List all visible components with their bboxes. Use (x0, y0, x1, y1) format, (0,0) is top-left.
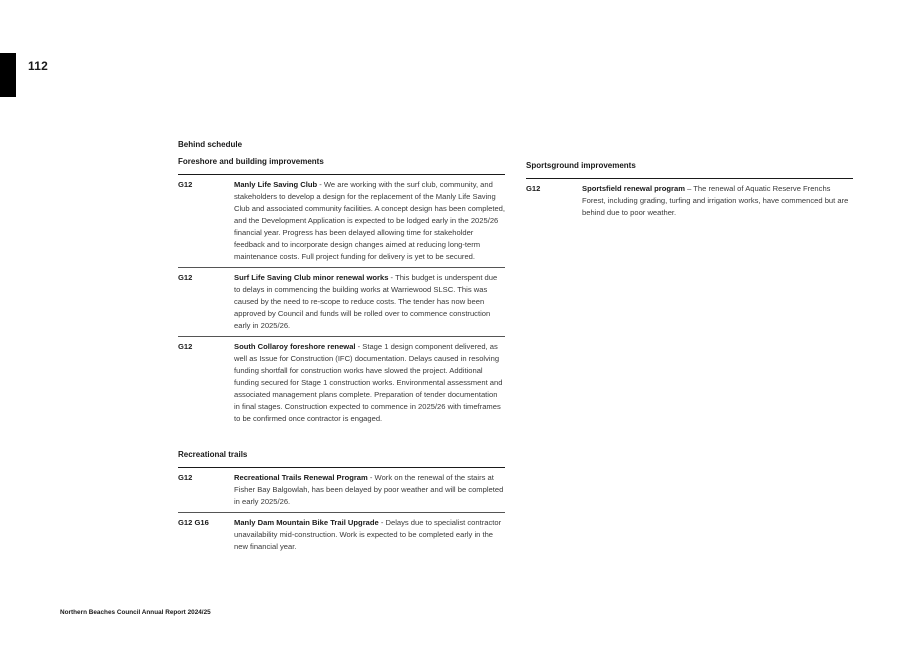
table-row (178, 175, 505, 268)
item-text: The renewal of Aquatic Reserve Frenchs Forest, including grading, turfing and irrigation works, have commenced but are behind due to poor weather. (582, 184, 849, 217)
item-title: South Collaroy foreshore renewal (234, 342, 356, 351)
item-title: Surf Life Saving Club minor renewal works (234, 273, 389, 282)
item-separator: - (388, 273, 396, 282)
item-separator: – (684, 184, 694, 193)
section-heading: Foreshore and building improvements (178, 156, 505, 175)
page-number: 112 (28, 59, 48, 73)
right-column (526, 160, 853, 223)
table-row (178, 513, 505, 557)
goal-code: G12 (178, 342, 193, 351)
table-row (178, 337, 505, 429)
item-title: Manly Life Saving Club (234, 180, 318, 189)
item-title: Recreational Trails Renewal Program (234, 473, 368, 482)
table-row (178, 468, 505, 513)
goal-code: G12 G16 (178, 518, 209, 527)
section-heading: Recreational trails (178, 449, 505, 468)
item-text: Stage 1 design component delivered, as well as Issue for Construction (IFC) documentation. Delays caused in resolving funding shortfall for construction works have slowed the project. Additional funding secured for Stage 1 construction works. Environmental assessment and associated management plans complete. Preparation of tender documentation in final stages. Construction expected to commence in 2025/26 with timeframes to be confirmed once contractor is engaged. (234, 342, 503, 423)
item-separator: - (317, 180, 324, 189)
item-text: This budget is underspent due to delays in commencing the building works at Warriewood SLSC. This was caused by the need to re-scope to reduce costs. The tender has now been approved by Council and funds will be rolled over to commence construction early in 2025/26. (234, 273, 498, 330)
item-separator: - (355, 342, 363, 351)
item-separator: - (367, 473, 375, 482)
item-description (234, 272, 505, 332)
item-description (234, 179, 505, 263)
footer-report-title: Northern Beaches Council Annual Report 2024/25 (60, 609, 211, 616)
item-text: Work on the renewal of the stairs at Fisher Bay Balgowlah, has been delayed by poor weather and will be completed in early 2025/26. (234, 473, 504, 506)
section-heading: Sportsground improvements (526, 160, 853, 179)
item-title: Sportsfield renewal program (582, 184, 685, 193)
item-text: We are working with the surf club, community, and stakeholders to develop a design for the replacement of the Manly Life Saving Club and associated community facilities. A concept design has been completed, and the Development Application is expected to be lodged early in the 2025/26 financial year. Progress has been delayed allowing time for stakeholder feedback and to incorporate design changes aimed at reducing long-term maintenance costs. Full project funding for delivery is yet to be secured. (234, 180, 506, 261)
item-description (234, 517, 505, 553)
table-row (526, 179, 853, 223)
section-foreshore (178, 156, 505, 429)
goal-code: G12 (178, 273, 193, 282)
goal-code: G12 (178, 473, 193, 482)
section-sportsground (526, 160, 853, 223)
left-column (178, 139, 505, 557)
page-tab-marker (0, 53, 16, 97)
goal-code: G12 (526, 184, 541, 193)
item-description (234, 341, 505, 425)
table-row (178, 268, 505, 337)
goal-code: G12 (178, 180, 193, 189)
item-text: Delays due to specialist contractor unavailability mid-construction. Work is expected to be completed early in the new financial year. (234, 518, 502, 551)
item-separator: - (378, 518, 386, 527)
item-title: Manly Dam Mountain Bike Trail Upgrade (234, 518, 379, 527)
item-description (234, 472, 505, 508)
section-recreational-trails (178, 449, 505, 557)
status-heading: Behind schedule (178, 140, 243, 149)
item-description (582, 183, 853, 219)
